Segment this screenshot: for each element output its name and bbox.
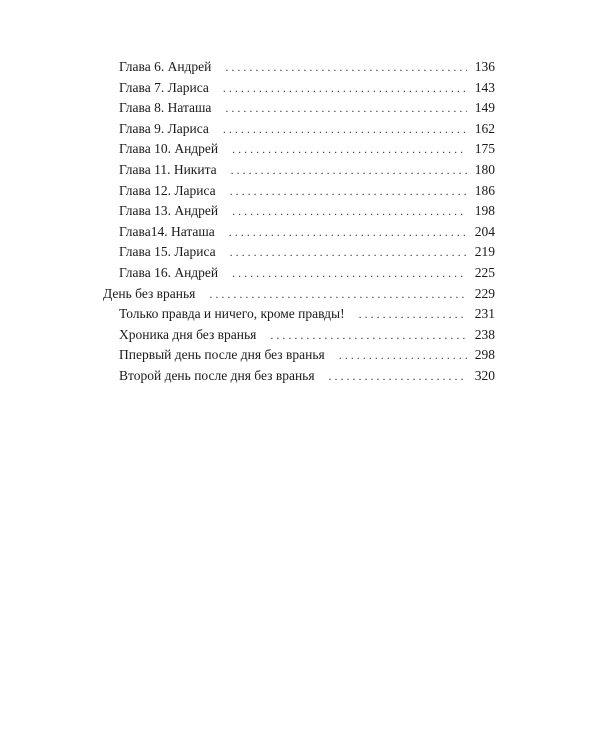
toc-entry[interactable] bbox=[103, 119, 495, 140]
toc-entry[interactable] bbox=[103, 325, 495, 346]
dot-leader bbox=[230, 181, 467, 202]
toc-entry-title: Глава 12. Лариса bbox=[119, 182, 216, 198]
toc-entry-page: 149 bbox=[474, 100, 495, 116]
toc-entry-title: Глава14. Наташа bbox=[119, 223, 215, 239]
toc-entry-title: Глава 8. Наташа bbox=[119, 100, 212, 116]
dot-leader bbox=[230, 242, 467, 263]
dot-leader bbox=[232, 201, 467, 222]
dot-leader bbox=[225, 98, 467, 119]
toc-entry[interactable] bbox=[103, 304, 495, 325]
dot-leader bbox=[270, 325, 467, 346]
dot-leader bbox=[229, 222, 467, 243]
toc-entry-page: 175 bbox=[474, 141, 495, 157]
toc-entry-page: 204 bbox=[474, 223, 495, 239]
dot-leader bbox=[329, 366, 467, 387]
toc-entry[interactable] bbox=[103, 263, 495, 284]
dot-leader bbox=[232, 263, 467, 284]
toc-entry-page: 180 bbox=[474, 161, 495, 177]
toc-entry[interactable] bbox=[103, 222, 495, 243]
toc-entry-title: Глава 10. Андрей bbox=[119, 141, 219, 157]
toc-entry-title: Глава 15. Лариса bbox=[119, 244, 216, 260]
toc-entry[interactable] bbox=[103, 181, 495, 202]
toc-entry-title: Глава 16. Андрей bbox=[119, 264, 219, 280]
toc-entry-title: Только правда и ничего, кроме правды! bbox=[119, 306, 345, 322]
toc-entry-page: 320 bbox=[474, 367, 495, 383]
toc-entry[interactable] bbox=[103, 160, 495, 181]
dot-leader bbox=[223, 78, 467, 99]
dot-leader bbox=[339, 345, 467, 366]
toc-entry-page: 162 bbox=[474, 120, 495, 136]
toc-entry-page: 229 bbox=[474, 285, 495, 301]
toc-entry[interactable] bbox=[103, 345, 495, 366]
toc-entry-page: 219 bbox=[474, 244, 495, 260]
toc-entry-page: 238 bbox=[474, 326, 495, 342]
toc-entry[interactable] bbox=[103, 366, 495, 387]
dot-leader bbox=[231, 160, 467, 181]
toc-entry-title: Глава 13. Андрей bbox=[119, 203, 219, 219]
toc-entry[interactable] bbox=[103, 242, 495, 263]
toc-entry-title: Глава 6. Андрей bbox=[119, 59, 212, 74]
dot-leader bbox=[223, 119, 467, 140]
toc-entry[interactable] bbox=[103, 201, 495, 222]
toc-entry-title: Второй день после дня без вранья bbox=[119, 367, 315, 383]
toc-entry-title: Глава 9. Лариса bbox=[119, 120, 209, 136]
table-of-contents bbox=[103, 57, 495, 387]
dot-leader bbox=[232, 139, 467, 160]
dot-leader bbox=[225, 57, 467, 78]
toc-entry-page: 136 bbox=[474, 59, 495, 74]
toc-entry[interactable] bbox=[103, 139, 495, 160]
dot-leader bbox=[209, 284, 467, 305]
toc-entry[interactable] bbox=[103, 57, 495, 78]
dot-leader bbox=[359, 304, 467, 325]
toc-entry-title: Глава 11. Никита bbox=[119, 161, 217, 177]
toc-entry-page: 298 bbox=[474, 347, 495, 363]
toc-entry-page: 231 bbox=[474, 306, 495, 322]
toc-entry[interactable] bbox=[103, 98, 495, 119]
toc-entry-title: Ппервый день после дня без вранья bbox=[119, 347, 325, 363]
toc-entry-page: 186 bbox=[474, 182, 495, 198]
toc-entry-title: Глава 7. Лариса bbox=[119, 79, 209, 95]
toc-section-entry[interactable] bbox=[103, 284, 495, 305]
toc-entry-title: Хроника дня без вранья bbox=[119, 326, 257, 342]
toc-entry-page: 225 bbox=[474, 264, 495, 280]
toc-entry-title: День без вранья bbox=[103, 285, 196, 301]
toc-entry-page: 143 bbox=[474, 79, 495, 95]
toc-entry-page: 198 bbox=[474, 203, 495, 219]
toc-entry[interactable] bbox=[103, 78, 495, 99]
